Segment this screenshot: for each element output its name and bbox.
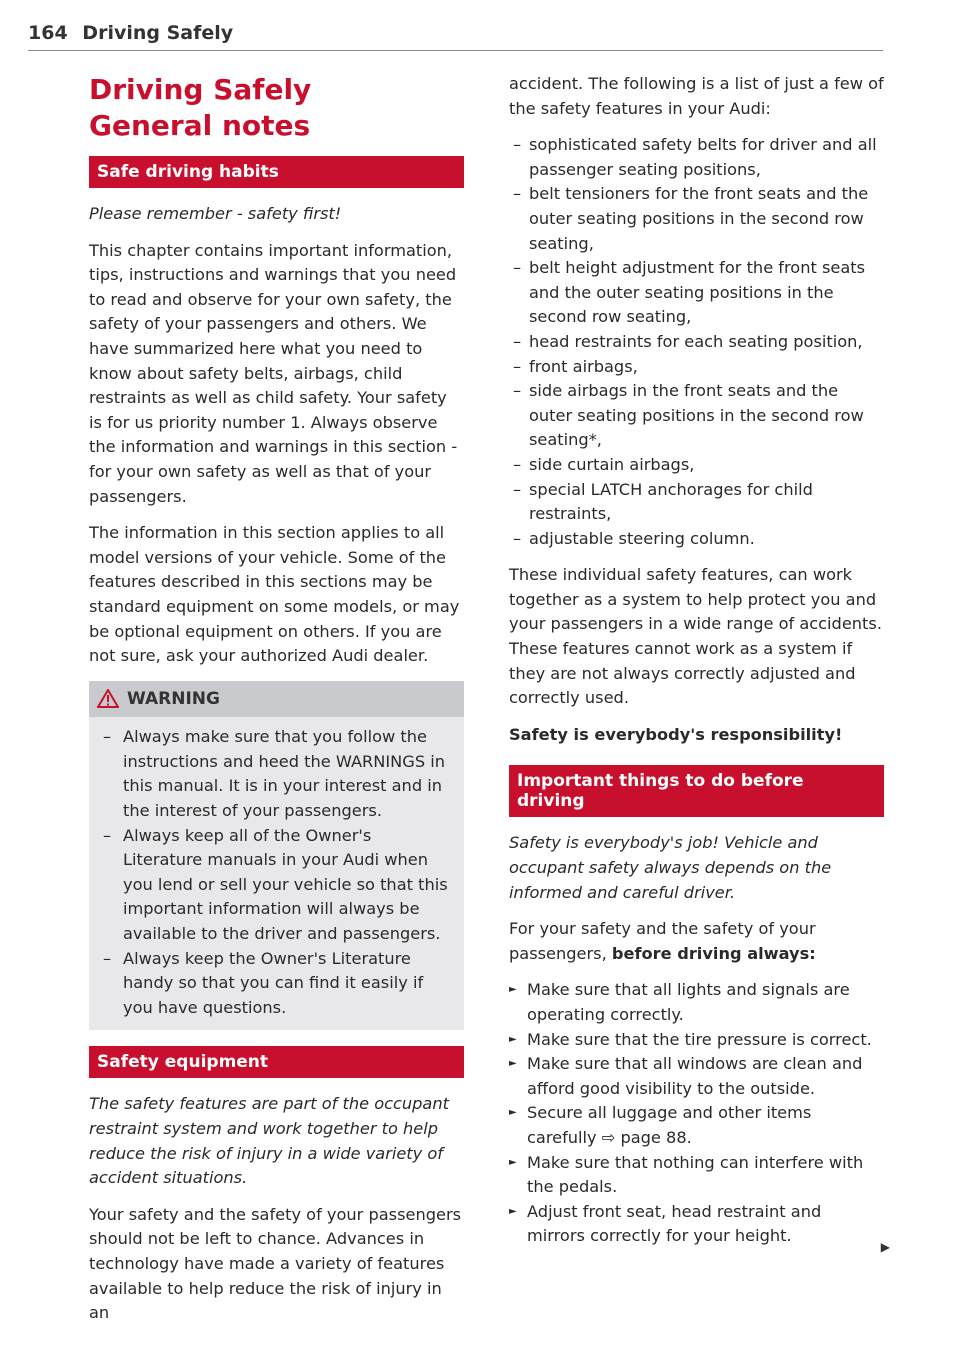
list-item: – special LATCH anchorages for child restraints,	[509, 478, 884, 527]
list-item: ► Make sure that nothing can interfere with the pedals.	[509, 1151, 884, 1200]
features-list	[509, 133, 884, 551]
section-heading-before-driving: Important things to do before driving	[509, 765, 884, 817]
list-item: – front airbags,	[509, 355, 884, 380]
section-intro: Please remember - safety first!	[89, 204, 342, 223]
paragraph: The information in this section applies to all model versions of your vehicle. Some of the features described in this sections may be standard equipment on some models, or may be optional equipment on others. If you are not sure, ask your authorized Audi dealer.	[89, 523, 460, 666]
list-item: – side airbags in the front seats and the outer seating positions in the second row seating*,	[509, 379, 884, 453]
list-item: ► Make sure that all lights and signals are operating correctly.	[509, 978, 884, 1027]
paragraph: These individual safety features, can work together as a system to help protect you and your passengers in a wide range of accidents. These features cannot work as a system if they are not always correctly adjusted and correctly used.	[509, 565, 882, 708]
section-intro: Safety is everybody's job! Vehicle and occupant safety always depends on the informed and careful driver.	[509, 833, 832, 902]
chapter-subtitle: General notes	[89, 109, 311, 142]
list-item: ► Make sure that all windows are clean and afford good visibility to the outside.	[509, 1052, 884, 1101]
list-item: – head restraints for each seating position,	[509, 330, 884, 355]
lead-text: For your safety and the safety of your passengers,	[509, 919, 816, 963]
left-column	[89, 72, 464, 1338]
steps-list	[509, 978, 884, 1249]
paragraph: This chapter contains important information, tips, instructions and warnings that you need to read and observe for your own safety, the safety of your passengers and others. We have summarized here what you need to know about safety belts, airbags, child restraints as well as child safety. Your safety is for us priority number 1. Always observe the information and warnings in this section - for your own safety as well as that of your passengers.	[89, 240, 458, 506]
warning-triangle-icon	[97, 689, 119, 708]
responsibility-note: Safety is everybody's responsibility!	[509, 724, 843, 744]
list-item: ► Secure all luggage and other items carefully ⇨ page 88.	[509, 1101, 884, 1150]
paragraph	[509, 917, 884, 966]
page-number: 164	[28, 22, 68, 44]
list-item: – sophisticated safety belts for driver and all passenger seating positions,	[509, 133, 884, 182]
page-header	[28, 22, 883, 51]
section-intro: The safety features are part of the occupant restraint system and work together to help reduce the risk of injury in a wide variety of accident situations.	[89, 1094, 449, 1188]
warning-label: WARNING	[127, 688, 220, 709]
section-heading-safe-driving: Safe driving habits	[89, 156, 464, 188]
list-item: – adjustable steering column.	[509, 527, 884, 552]
list-item: – belt tensioners for the front seats and the outer seating positions in the second row seating,	[509, 182, 884, 256]
list-item: ► Adjust front seat, head restraint and mirrors correctly for your height.	[509, 1200, 884, 1249]
section-heading-safety-equipment: Safety equipment	[89, 1046, 464, 1078]
list-item: – side curtain airbags,	[509, 453, 884, 478]
list-item: – belt height adjustment for the front seats and the outer seating positions in the second row seating,	[509, 256, 884, 330]
list-item: – Always make sure that you follow the instructions and heed the WARNINGS in this manual. It is in your interest and in the interest of your passengers.	[99, 725, 452, 823]
list-item: – Always keep the Owner's Literature handy so that you can find it easily if you have questions.	[99, 947, 452, 1021]
paragraph: accident. The following is a list of just a few of the safety features in your Audi:	[509, 74, 884, 118]
right-column	[509, 72, 884, 1249]
warning-box	[89, 681, 464, 1031]
warning-header	[89, 681, 464, 718]
chapter-title: Driving Safely	[89, 73, 312, 106]
continue-arrow-icon: ▶	[880, 1240, 890, 1254]
warning-list	[89, 717, 464, 1020]
list-item: ► Make sure that the tire pressure is correct.	[509, 1028, 884, 1053]
running-section-title: Driving Safely	[82, 22, 234, 44]
paragraph: Your safety and the safety of your passengers should not be left to chance. Advances in technology have made a variety of features available to help reduce the risk of injury in an	[89, 1204, 462, 1323]
list-item: – Always keep all of the Owner's Literature manuals in your Audi when you lend or sell your vehicle so that this important information will always be available to the driver and passengers.	[99, 824, 452, 947]
lead-bold: before driving always:	[611, 943, 816, 963]
